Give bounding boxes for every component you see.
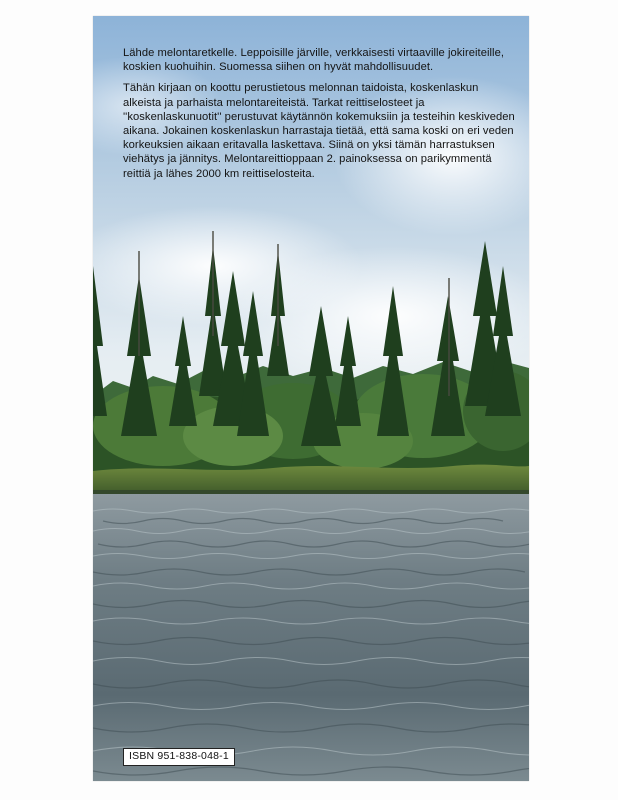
blurb-paragraph-2: Tähän kirjaan on koottu perustietous melonnan taidoista, koskenlaskun alkeista ja parhaista melontareiteistä. Tarkat reittiselosteet ja ''koskenlaskunuotit'' perustuvat käytännön kokemuksiin ja testeihin keskiveden aikana. Jokainen koskenlaskun harrastaja tietää, että sama koski on eri veden korkeuksien aikaan eritavalla laskettava. Siinä on yksi tämän harrastuksen viehätys ja jännitys. Melontareittioppaan 2. painoksessa on parikymmentä reittiä ja lähes 2000 km reittiselosteita.	[123, 82, 515, 180]
blurb-paragraph-1: Lähde melontaretkelle. Leppoisille järville, verkkaisesti virtaaville jokireiteille, koskien kuohuihin. Suomessa siihen on hyvät mahdollisuudet.	[123, 47, 505, 74]
back-cover-blurb	[123, 46, 515, 188]
book-back-cover	[93, 16, 529, 781]
isbn-label: ISBN 951-838-048-1	[123, 748, 235, 766]
